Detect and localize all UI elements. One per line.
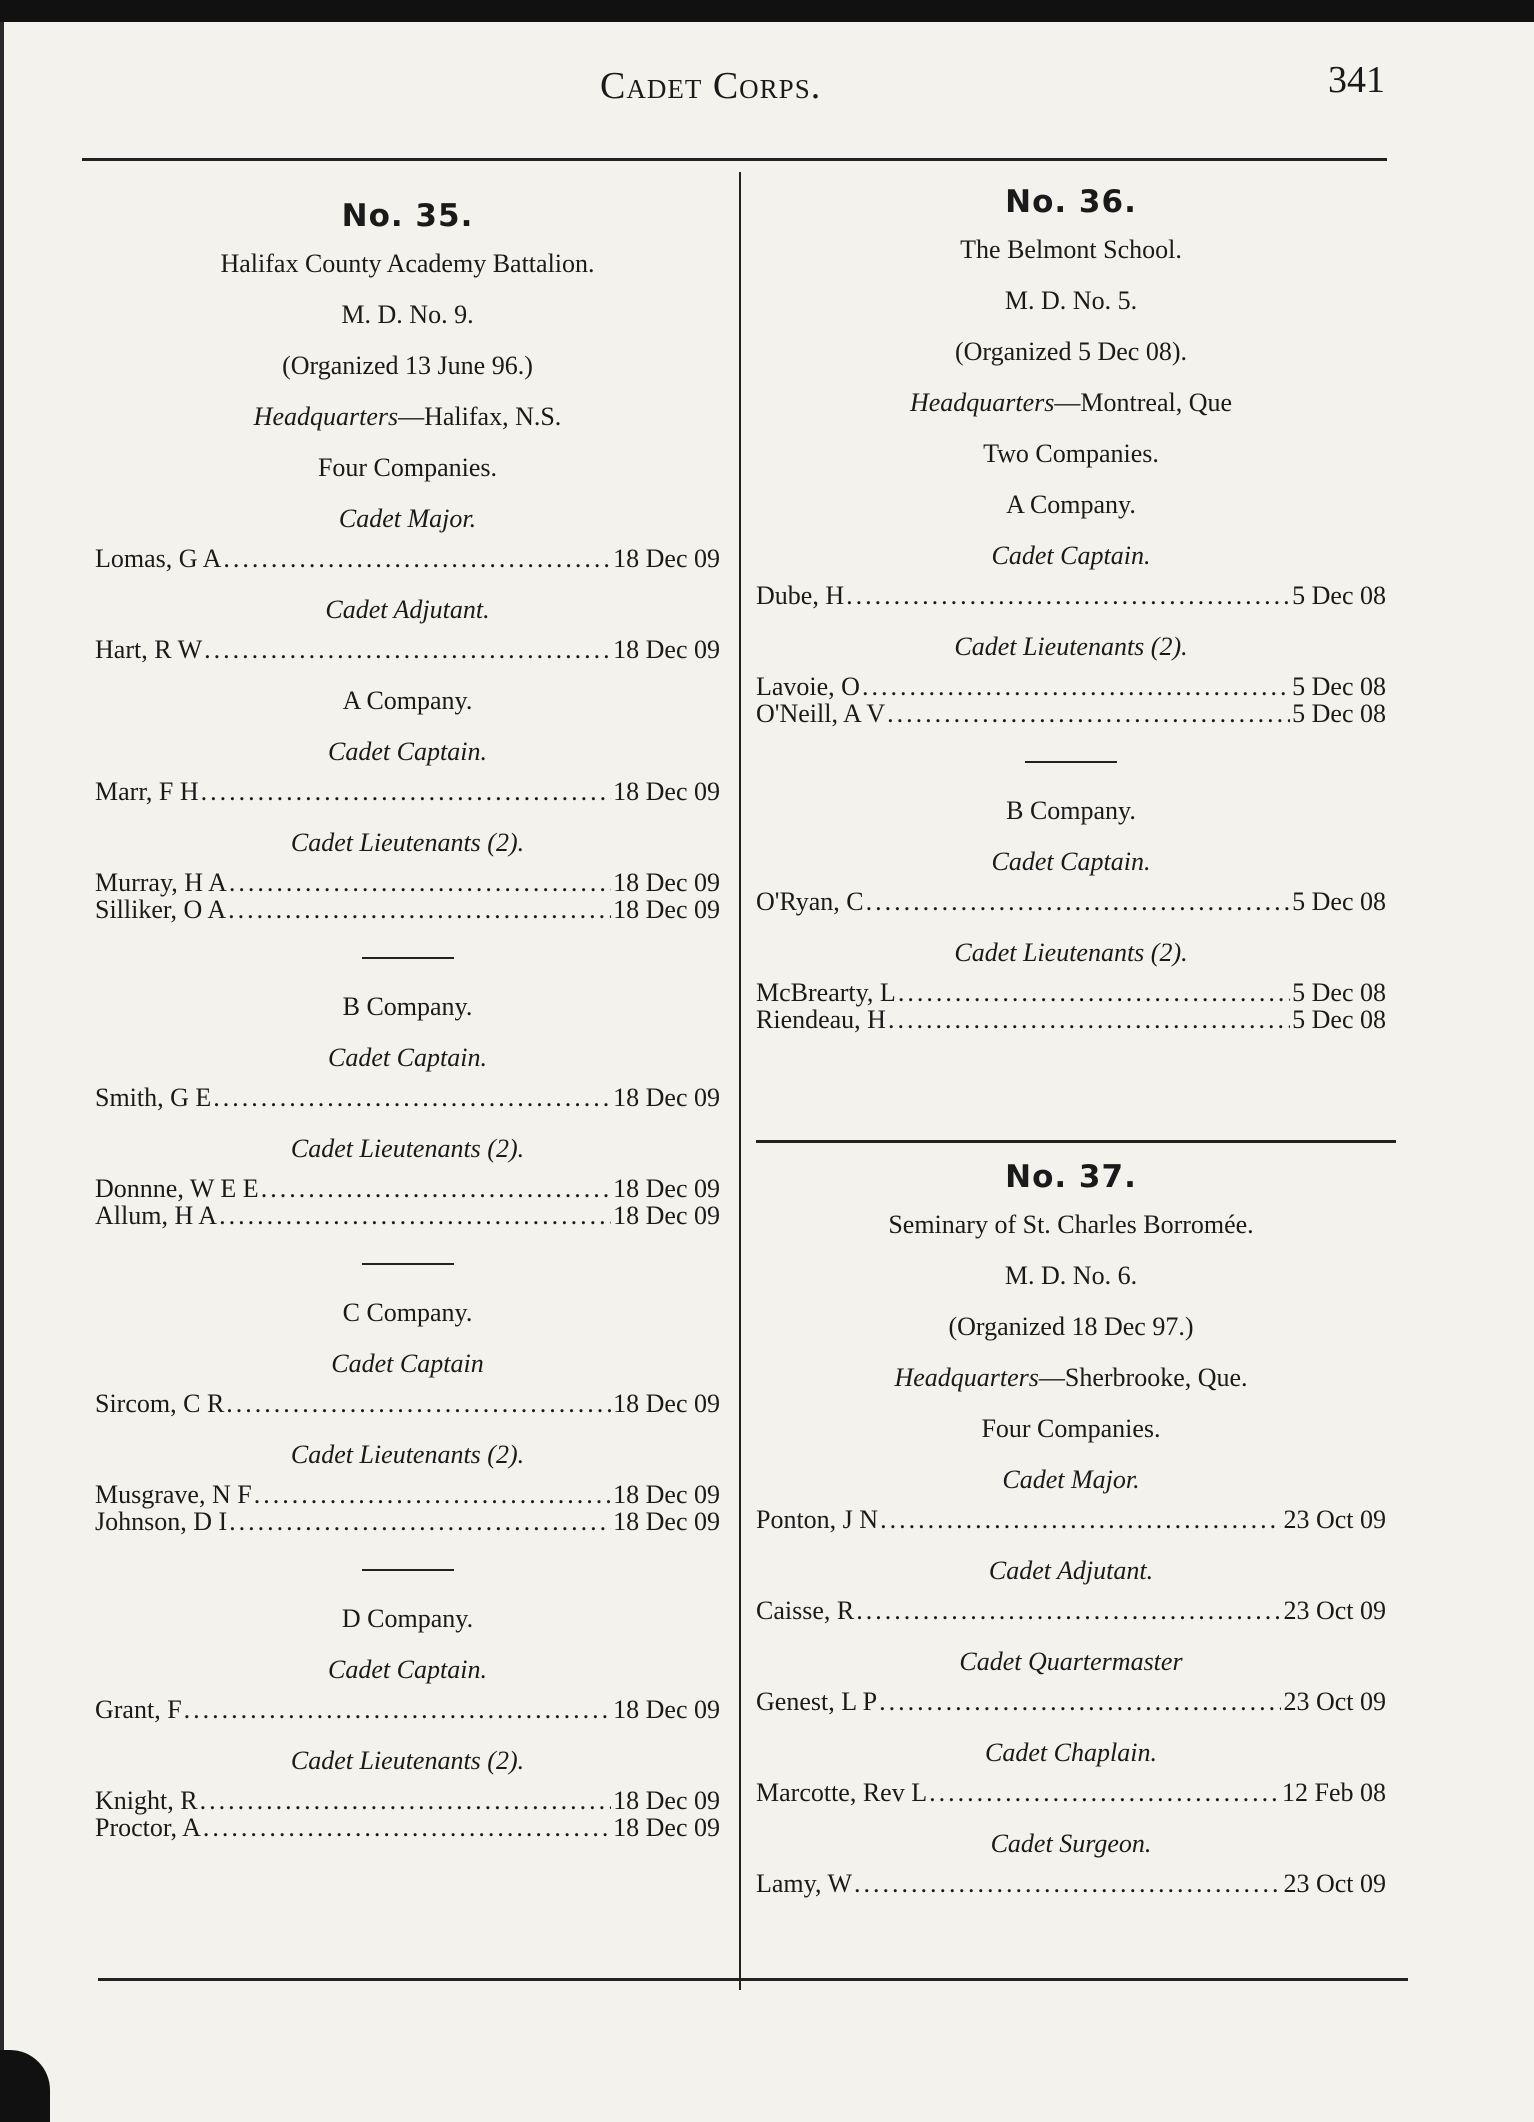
organized-date: (Organized 5 Dec 08). [955, 337, 1187, 366]
entry-group [756, 979, 1386, 1033]
entry-date: 18 Dec 09 [613, 1083, 720, 1112]
leader-dots [226, 1390, 611, 1417]
entry-name: Allum, H A [95, 1201, 218, 1230]
entry-group [95, 636, 720, 663]
entry-group [756, 888, 1386, 915]
entry-date: 18 Dec 09 [613, 1480, 720, 1509]
roster-entry [95, 1175, 720, 1202]
entry-group [95, 1084, 720, 1111]
entry-date: 5 Dec 08 [1292, 887, 1386, 916]
separator-rule [1025, 761, 1117, 763]
headquarters-value: —Montreal, Que [1054, 388, 1233, 417]
entry-date: 18 Dec 09 [613, 544, 720, 573]
entry-group [95, 1390, 720, 1417]
rank-heading: Cadet Quartermaster [959, 1647, 1183, 1676]
rank-heading: Cadet Surgeon. [990, 1829, 1152, 1858]
separator-rule [362, 1569, 454, 1571]
entry-group [95, 1481, 720, 1535]
leader-dots [223, 545, 611, 572]
entry-name: Grant, F [95, 1695, 182, 1724]
entry-date: 5 Dec 08 [1292, 672, 1386, 701]
entry-name: Knight, R [95, 1786, 198, 1815]
leader-dots [204, 636, 611, 663]
company-count: Two Companies. [983, 439, 1159, 468]
roster-entry [95, 896, 720, 923]
entry-name: Lamy, W [756, 1869, 853, 1898]
running-title: Cadet Corps. [600, 65, 822, 107]
headquarters-label: Headquarters [894, 1363, 1039, 1392]
roster-entry [756, 1870, 1386, 1897]
leader-dots [229, 1508, 611, 1535]
entry-date: 23 Oct 09 [1283, 1505, 1386, 1534]
entry-date: 5 Dec 08 [1292, 1005, 1386, 1034]
rank-heading: Cadet Major. [338, 504, 477, 533]
entry-group [756, 1779, 1386, 1806]
entry-date: 18 Dec 09 [613, 1174, 720, 1203]
entry-date: 18 Dec 09 [613, 895, 720, 924]
roster-entry [756, 1006, 1386, 1033]
unit-name: Halifax County Academy Battalion. [220, 249, 595, 278]
headquarters-value: —Halifax, N.S. [398, 402, 562, 431]
company-count: Four Companies. [317, 453, 498, 482]
leader-dots [229, 869, 611, 896]
leader-dots [203, 1814, 611, 1841]
left-column [95, 190, 720, 1863]
page-top-edge [0, 0, 1534, 22]
entry-name: Riendeau, H [756, 1005, 886, 1034]
leader-dots [929, 1779, 1280, 1806]
entry-date: 18 Dec 09 [613, 1813, 720, 1842]
roster-entry [756, 673, 1386, 700]
leader-dots [898, 979, 1290, 1006]
leader-dots [254, 1481, 611, 1508]
leader-dots [854, 1870, 1281, 1897]
rank-heading: Cadet Lieutenants (2). [290, 1746, 525, 1775]
entry-name: McBrearty, L [756, 978, 896, 1007]
roster-entry [756, 1688, 1386, 1715]
headquarters-label: Headquarters [909, 388, 1055, 417]
roster-entry [95, 1202, 720, 1229]
leader-dots [184, 1696, 611, 1723]
separator-rule [362, 957, 454, 959]
roster-entry [95, 1696, 720, 1723]
entry-name: Musgrave, N F [95, 1480, 252, 1509]
leader-dots [219, 1202, 611, 1229]
entry-group [756, 673, 1386, 727]
rank-heading: Cadet Captain. [991, 847, 1151, 876]
entry-name: Dube, H [756, 581, 845, 610]
company-heading: A Company. [1006, 490, 1136, 519]
entry-group [756, 1688, 1386, 1715]
headquarters-label: Headquarters [253, 402, 399, 431]
entry-date: 23 Oct 09 [1283, 1687, 1386, 1716]
entry-date: 5 Dec 08 [1292, 581, 1386, 610]
unit-name: The Belmont School. [960, 235, 1182, 264]
roster-entry [756, 700, 1386, 727]
entry-name: O'Ryan, C [756, 887, 864, 916]
entry-date: 18 Dec 09 [613, 868, 720, 897]
entry-name: Silliker, O A [95, 895, 227, 924]
rank-heading: Cadet Chaplain. [985, 1738, 1157, 1767]
entry-group [95, 1175, 720, 1229]
leader-dots [887, 700, 1290, 727]
company-heading: A Company. [342, 686, 473, 715]
leader-dots [228, 896, 611, 923]
headquarters [95, 401, 720, 433]
leader-dots [846, 582, 1290, 609]
leader-dots [261, 1175, 611, 1202]
rank-heading: Cadet Captain. [328, 1655, 487, 1684]
entry-date: 18 Dec 09 [613, 1695, 720, 1724]
entry-group [756, 582, 1386, 609]
roster-entry [756, 979, 1386, 1006]
entry-name: O'Neill, A V [756, 699, 886, 728]
rank-heading: Cadet Lieutenants (2). [290, 1440, 525, 1469]
roster-entry [95, 545, 720, 572]
headquarters [756, 1362, 1386, 1394]
leader-dots [866, 888, 1290, 915]
organized-date: (Organized 18 Dec 97.) [948, 1312, 1194, 1341]
entry-group [95, 869, 720, 923]
entry-name: Marcotte, Rev L [756, 1778, 928, 1807]
rank-heading: Cadet Lieutenants (2). [290, 828, 525, 857]
military-district: M. D. No. 5. [1004, 286, 1138, 315]
company-heading: B Company. [342, 992, 473, 1021]
rank-heading: Cadet Lieutenants (2). [954, 938, 1188, 967]
rank-heading: Cadet Captain. [328, 1043, 487, 1072]
entry-date: 5 Dec 08 [1292, 978, 1386, 1007]
entry-name: Caisse, R [756, 1596, 855, 1625]
entry-name: Lavoie, O [756, 672, 860, 701]
unit-number: No. 37. [1005, 1159, 1137, 1195]
separator-rule [362, 1263, 454, 1265]
entry-group [756, 1597, 1386, 1624]
leader-dots [880, 1506, 1281, 1533]
roster-entry [756, 582, 1386, 609]
leader-dots [862, 673, 1290, 700]
company-heading: C Company. [342, 1298, 473, 1327]
entry-name: Johnson, D I [95, 1507, 228, 1536]
entry-date: 18 Dec 09 [613, 1507, 720, 1536]
entry-name: Proctor, A [95, 1813, 201, 1842]
entry-date: 12 Feb 08 [1282, 1778, 1386, 1807]
page-header [0, 58, 1534, 118]
entry-group [95, 1787, 720, 1841]
roster-entry [95, 1084, 720, 1111]
entry-name: Donnne, W E E [95, 1174, 259, 1203]
roster-entry [756, 1506, 1386, 1533]
entry-name: Genest, L P [756, 1687, 878, 1716]
roster-entry [95, 778, 720, 805]
entry-name: Smith, G E [95, 1083, 212, 1112]
rank-heading: Cadet Adjutant. [988, 1556, 1154, 1585]
roster-entry [95, 1481, 720, 1508]
rank-heading: Cadet Lieutenants (2). [290, 1134, 525, 1163]
leader-dots [879, 1688, 1281, 1715]
entry-group [95, 778, 720, 805]
column-divider [739, 172, 741, 1990]
entry-name: Lomas, G A [95, 544, 222, 573]
organized-date: (Organized 13 June 96.) [282, 351, 533, 380]
leader-dots [856, 1597, 1281, 1624]
roster-entry [95, 636, 720, 663]
entry-name: Marr, F H [95, 777, 199, 806]
roster-entry [95, 1787, 720, 1814]
entry-name: Murray, H A [95, 868, 227, 897]
rank-heading: Cadet Adjutant. [325, 595, 490, 624]
bottom-rule [98, 1978, 1408, 1981]
roster-entry [756, 1597, 1386, 1624]
entry-date: 5 Dec 08 [1292, 699, 1386, 728]
entry-date: 18 Dec 09 [613, 1201, 720, 1230]
rank-heading: Cadet Captain. [991, 541, 1151, 570]
entry-group [756, 1506, 1386, 1533]
company-heading: D Company. [341, 1604, 474, 1633]
entry-group [95, 545, 720, 572]
roster-entry [95, 1508, 720, 1535]
entry-date: 18 Dec 09 [613, 635, 720, 664]
unit-name: Seminary of St. Charles Borromée. [888, 1210, 1254, 1239]
company-count: Four Companies. [981, 1414, 1161, 1443]
page-number: 341 [1328, 59, 1385, 101]
leader-dots [888, 1006, 1290, 1033]
rank-heading: Cadet Captain [331, 1349, 484, 1378]
roster-entry [756, 888, 1386, 915]
rank-heading: Cadet Captain. [328, 737, 487, 766]
unit-number: No. 35. [341, 198, 474, 234]
page-left-edge [0, 22, 4, 2122]
headquarters [756, 387, 1386, 419]
entry-name: Ponton, J N [756, 1505, 879, 1534]
entry-group [95, 1696, 720, 1723]
entry-date: 18 Dec 09 [613, 1389, 720, 1418]
roster-entry [95, 869, 720, 896]
leader-dots [201, 778, 611, 805]
unit-gap [756, 1055, 1386, 1151]
company-heading: B Company. [1006, 796, 1136, 825]
right-column [756, 176, 1386, 1919]
rank-heading: Cadet Major. [1002, 1465, 1140, 1494]
entry-group [756, 1870, 1386, 1897]
unit-number: No. 36. [1005, 184, 1137, 220]
roster-entry [95, 1390, 720, 1417]
entry-date: 18 Dec 09 [613, 777, 720, 806]
leader-dots [213, 1084, 611, 1111]
rank-heading: Cadet Lieutenants (2). [954, 632, 1188, 661]
entry-name: Hart, R W [95, 635, 203, 664]
entry-date: 18 Dec 09 [613, 1786, 720, 1815]
entry-date: 23 Oct 09 [1283, 1869, 1386, 1898]
roster-entry [95, 1814, 720, 1841]
headquarters-value: —Sherbrooke, Que. [1038, 1363, 1248, 1392]
roster-entry [756, 1779, 1386, 1806]
leader-dots [200, 1787, 612, 1814]
military-district: M. D. No. 6. [1004, 1261, 1138, 1290]
entry-date: 23 Oct 09 [1283, 1596, 1386, 1625]
top-rule [82, 158, 1387, 161]
page-corner-shadow [0, 2050, 50, 2122]
entry-name: Sircom, C R [95, 1389, 225, 1418]
military-district: M. D. No. 9. [341, 300, 474, 329]
